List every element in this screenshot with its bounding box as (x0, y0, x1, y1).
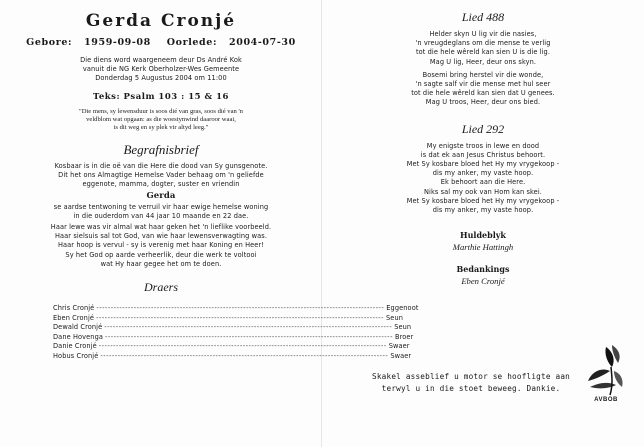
hymn-line: Niks sal my ook van Hom kan skei. (424, 187, 542, 196)
pallbearer-relation: Swaer (388, 342, 410, 351)
hymn-line: Mag U lig, Heer, deur ons skyn. (429, 57, 537, 66)
quote-line: is dit weg en sy plek vir altyd leeg." (113, 124, 209, 132)
thanks-name: Eben Cronjé (461, 276, 505, 287)
list-item (53, 352, 412, 362)
hymn-1-stanza-2 (344, 71, 622, 108)
letter-closing (20, 223, 302, 269)
pallbearer-name: Eben Cronjé (53, 313, 95, 322)
pallbearer-name: Dane Hovenga (53, 332, 104, 341)
leader-dots: ---------------------------------------------------------------------------------------------------- (98, 342, 387, 351)
letter-line: Haar sielsuis sal tot God, van wie haar lewensverwagting was. (54, 232, 268, 241)
hymn-line: Helder skyn U lig vir die nasies, (429, 30, 537, 38)
leader-dots: ---------------------------------------------------------------------------------------------------- (96, 304, 385, 313)
born-label: Gebore: (26, 37, 73, 48)
tribute-name: Marthie Hattingh (452, 242, 514, 253)
hymn-line: Met Sy kosbare bloed het Hy my vrygekoop - (406, 160, 560, 169)
service-details (20, 56, 302, 84)
hymn-line: dis my anker, my vaste hoop. (432, 206, 534, 215)
pallbearer-name: Danie Cronjé (53, 342, 97, 351)
service-line: Donderdag 5 Augustus 2004 om 11:00 (95, 74, 227, 83)
logo-label: AVBOB (594, 397, 618, 403)
leader-dots: ---------------------------------------------------------------------------------------------------- (96, 313, 384, 322)
letter-line: in die ouderdom van 44 jaar 10 maande en 22 dae. (73, 211, 249, 220)
hymn-line: Bosemi bring herstel vir die wonde, (422, 70, 544, 79)
thanks-heading: Bedankings (456, 264, 510, 275)
pallbearer-name: Hobus Cronjé (53, 352, 99, 361)
scripture-quote (20, 108, 302, 133)
hymn-2-title: Lied 292 (461, 121, 505, 136)
pallbearers-heading: Draers (143, 280, 178, 295)
died-date: 2004-07-30 (229, 37, 296, 48)
letter-line: Dit het ons Almagtige Hemelse Vader behaag om 'n geliefde (58, 171, 264, 180)
quote-line: veldblom wat opgaan: as die woestynwind daaroor waai, (86, 116, 236, 124)
pallbearer-relation: Swaer (390, 352, 412, 361)
pallbearer-relation: Eggenoot (386, 304, 419, 313)
avbob-logo (582, 341, 630, 407)
life-dates (20, 37, 302, 48)
pallbearer-name: Dewald Cronjé (53, 323, 103, 332)
letter-line: Kosbaar is in die oë van die Here die dood van Sy gunsgenote. (54, 161, 268, 170)
letter-line: eggenote, mamma, dogter, suster en vriendin (82, 180, 240, 189)
funeral-letter (20, 162, 302, 269)
pallbearers-list (53, 304, 419, 362)
pallbearer-relation: Broer (394, 332, 414, 341)
list-item (53, 323, 412, 333)
hymn-line: Mag U troos, Heer, deur ons bied. (425, 98, 541, 107)
leader-dots: ---------------------------------------------------------------------------------------------------- (100, 352, 389, 361)
thanks-block (344, 263, 622, 287)
notice-line: Skakel asseblief u motor se hoofligte aan (372, 372, 570, 381)
list-item (53, 313, 404, 324)
list-item (53, 304, 419, 314)
leader-dots: ---------------------------------------------------------------------------------------------------- (104, 323, 393, 332)
hymn-line: dis my anker, my vaste hoop. (432, 169, 534, 178)
letter-line: Sy het God op aarde verheerlik, deur die werk te voltooi (65, 250, 257, 259)
hymn-line: 'n sagte salf vir die mense met hul seer (415, 80, 551, 89)
letter-heading: Begrafnisbrief (123, 141, 199, 157)
hymn-1-title: Lied 488 (461, 10, 505, 24)
notice-line: terwyl u in die stoet beweeg. Dankie. (381, 384, 561, 393)
letter-name: Gerda (146, 191, 176, 202)
scripture-reference: Teks: Psalm 103 : 15 & 16 (93, 91, 229, 102)
quote-line: "Die mens, sy lewensduur is soos dié van gras, soos dié van 'n (79, 107, 243, 115)
hymn-line: Ek behoort aan die Here. (440, 178, 526, 187)
pallbearer-relation: Seun (386, 313, 404, 322)
letter-line: se aardse tentwoning te verruil vir haar ewige hemelse woning (53, 202, 269, 211)
hymn-line: 'n vreugdeglans om die mense te verlig (415, 39, 551, 48)
service-line: vanuit die NG Kerk Oberholzer-Wes Gemeente (82, 65, 240, 74)
hymn-line: Met Sy kosbare bloed het Hy my vrygekoop - (406, 196, 560, 205)
pallbearer-name: Chris Cronjé (53, 304, 95, 313)
headlights-notice (362, 371, 580, 395)
pallbearer-relation: Seun (394, 323, 412, 332)
deceased-name: Gerda Cronjé (85, 11, 237, 31)
letter-line: Haar hoop is vervul - sy is verenig met haar Koning en Heer! (57, 241, 265, 250)
hymn-line: tot die hele wêreld kan sien dat U genees. (411, 89, 555, 98)
list-item (53, 342, 410, 352)
died-label: Oorlede: (166, 37, 218, 48)
hymn-2-lyrics (344, 142, 622, 216)
letter-line: Haar lewe was vir almal wat haar geken het 'n lieflike voorbeeld. (50, 223, 272, 232)
hymn-1-stanza-1 (344, 30, 622, 67)
letter-line: wat Hy haar gegee het om te doen. (100, 259, 222, 268)
born-date: 1959-09-08 (84, 37, 151, 48)
tribute-block (344, 229, 622, 253)
leader-dots: ---------------------------------------------------------------------------------------------------- (105, 332, 393, 341)
list-item (53, 332, 414, 343)
hymn-line: is dat ek aan Jesus Christus behoort. (420, 150, 546, 159)
flower-emblem-icon (582, 341, 630, 397)
tribute-heading: Huldeblyk (460, 230, 506, 241)
hymn-line: My enigste troos in lewe en dood (426, 141, 540, 150)
hymn-line: tot die hele wêreld kan sien U is die lig. (415, 48, 551, 57)
service-line: Die diens word waargeneem deur Ds André Kok (80, 56, 242, 64)
